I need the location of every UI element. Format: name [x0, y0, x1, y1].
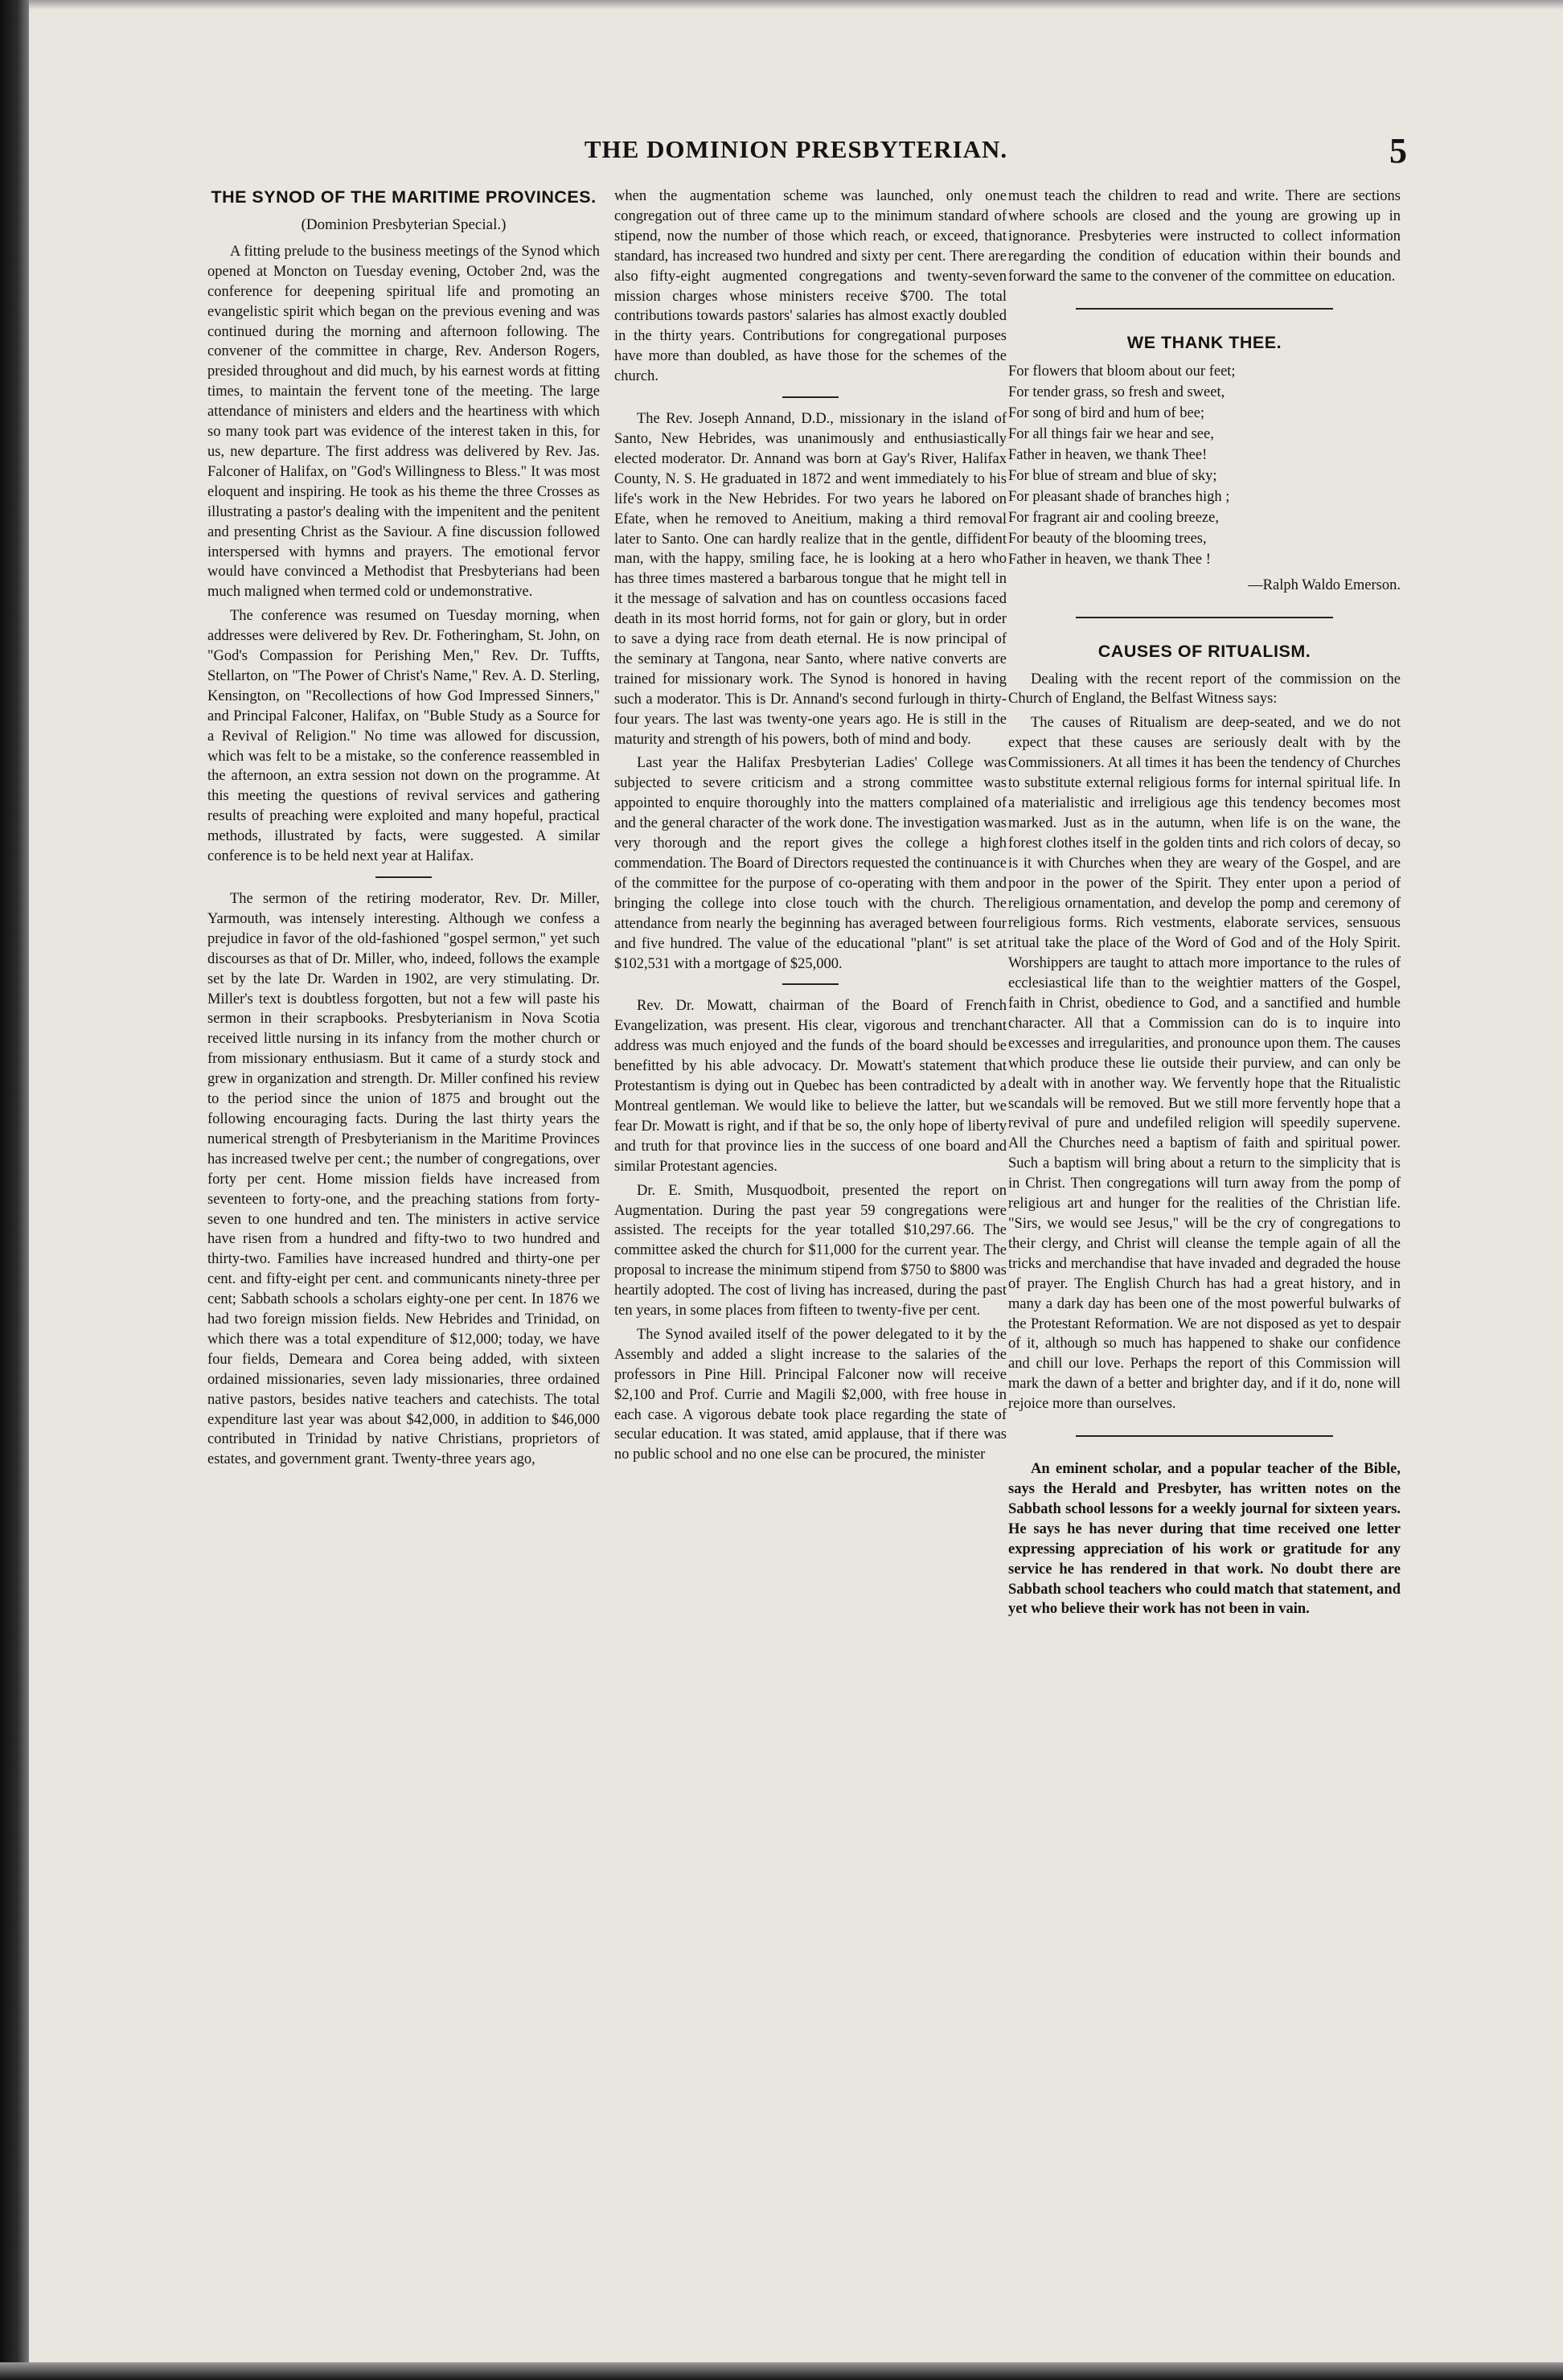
article-paragraph: The sermon of the retiring moderator, Rev. Dr. Miller, Yarmouth, was intensely interesting. Although we confess a prejudice in favor of the old-fashioned "gospel sermon," yet such discourses as that of Dr. Miller, who, indeed, follows the example set by the late Dr. Warden in 1902, are very stimulating. Dr. Miller's text is doubtless forgotten, but not a few will paste his sermon in their scrapbooks. Presbyterianism in Nova Scotia received little nursing in its infancy from the mother church or from missionary enthusiasm. But it came of a sturdy stock and grew in organization and strength. Dr. Miller confined his review to the period since the union of 1875 and brought out the following encouraging facts. During the last thirty years the numerical strength of Presbyterianism in the Maritime Provinces has increased twelve per cent.; the number of congregations, over forty per cent. Home mission fields have increased from seventeen to forty-one, and the preaching stations from forty-seven to one hundred and ten. The ministers in active service have risen from a hundred and fifty-two to two hundred and thirty-two. Families have increased hundred and thirty-one per cent. and fifty-eight per cent. and communicants ninety-three per cent; Sabbath schools a scholars eighty-one per cent. In 1876 we had two foreign mission fields. New Hebrides and Trinidad, on which there was a total expenditure of $12,000; today, we have four fields, Demeara and Corea being added, with sixteen ordained missionaries, seven lady missionaries, three ordained native pastors, besides native teachers and catechists. The total expenditure last year was about $42,000, in addition to $46,000 contributed in Trinidad by native Christians, proprietors of estates, and government grant. Twenty-three years ago,: [207, 891, 600, 1468]
scan-top-edge: [0, 0, 1563, 10]
poem-line: For tender grass, so fresh and sweet,: [1008, 384, 1225, 400]
article-paragraph: Last year the Halifax Presbyterian Ladies' College was subjected to severe criticism and a strong committee was appointed to enquire thoroughly into the matters complained of and the general character of the work done. The investigation was very thorough and the report gives the college a high commendation. The Board of Directors requested the continuance of the committee for the purpose of co-operating with them and bringing the college into close touch with the church. The attendance from nearly the beginning has averaged between four and five hundred. The value of the educational "plant" is set at $102,531 with a mortgage of $25,000.: [614, 755, 1007, 972]
article-paragraph: Dr. E. Smith, Musquodboit, presented the report on Augmentation. During the past year 59 congregations were assisted. The receipts for the year totalled $10,297.66. The committee asked the church for $11,000 for the current year. The proposal to increase the minimum stipend from $750 to $800 was heartily adopted. The cost of living has increased, during the past ten years, in some places from fifteen to twenty-five per cent.: [614, 1182, 1007, 1319]
scan-bottom-edge: [0, 2362, 1563, 2380]
section-divider: [375, 876, 432, 878]
ritualism-heading: CAUSES OF RITUALISM.: [1097, 641, 1311, 661]
article-paragraph: Dealing with the recent report of the commission on the Church of England, the Belfast Witness says:: [1008, 671, 1401, 708]
page-number: 5: [1389, 131, 1407, 170]
poem-line: For song of bird and hum of bee;: [1008, 404, 1205, 421]
poem-line: For flowers that bloom about our feet;: [1008, 363, 1236, 380]
section-divider: [782, 396, 839, 398]
poem-line: For pleasant shade of branches high ;: [1008, 488, 1230, 505]
column-2: [614, 187, 1007, 1469]
poem-line: For blue of stream and blue of sky;: [1008, 467, 1217, 484]
article-paragraph: The conference was resumed on Tuesday morning, when addresses were delivered by Rev. Dr. Fotheringham, St. John, on "God's Compassion for Perishing Men," Rev. Dr. Tuffts, Stellarton, on "The Power of Christ's Name," Rev. A. D. Sterling, Kensington, on "Recollections of how God Impressed Sinners," and Principal Falconer, Halifax, on "Buble Study as a Source for a Revival of Religion." No time was allowed for discussion, which was felt to be a mistake, so the conference reassembled in the afternoon, an extra session not down on the programme. At this meeting the questions of revival services and gathering results of preaching were exploited and many hopeful, practical methods, illustrated by facts, were suggested. A similar conference is to be held next year at Halifax.: [207, 608, 600, 865]
scan-left-edge: [0, 0, 29, 2380]
article-paragraph: must teach the children to read and write. There are sections where schools are closed and the young are growing up in ignorance. Presbyteries were instructed to collect information regarding the condition of education within their bounds and forward the same to the convener of the committee on education.: [1008, 188, 1401, 285]
poem-line: For beauty of the blooming trees,: [1008, 530, 1207, 547]
article-paragraph: An eminent scholar, and a popular teacher of the Bible, says the Herald and Presbyter, has written notes on the Sabbath school lessons for a weekly journal for sixteen years. He says he has never during that time received one letter expressing appreciation of his work or gratitude for any service he has rendered in that work. No doubt there are Sabbath school teachers who could match that statement, and yet who believe their work has not been in vain.: [1008, 1461, 1401, 1618]
synod-heading: THE SYNOD OF THE MARITIME PROVINCES.: [211, 187, 597, 207]
poem-line: Father in heaven, we thank Thee !: [1008, 551, 1211, 568]
poem-attribution: —Ralph Waldo Emerson.: [1248, 577, 1401, 593]
article-paragraph: The causes of Ritualism are deep-seated, and we do not expect that these causes are seriously dealt with by the Commissioners. At all times it has been the tendency of Churches to substitute external religious forms for internal spiritual life. In a materialistic and irreligious age this tendency becomes most marked. Just as in the autumn, when life is on the wane, the forest clothes itself in the golden tints and rich colors of decay, so is it with Churches when they are weary of the Gospel, and are poor in the power of the Spirit. They enter upon a period of religious ornamentation, and develop the pomp and ceremony of religious forms. Rich vestments, elaborate services, sensuous ritual take the place of the Word of God and of the Holy Spirit. Worshippers are taught to attach more importance to the rules of ecclesiastical life than to the weightier matters of the Gospel, faith in Christ, obedience to God, and a sanctified and humble character. All that a Commission can do is to inquire into excesses and irregularities, and pronounce upon them. The causes which produce these lie outside their purview, and can only be dealt with in another way. We fervently hope that the Ritualistic scandals will be removed. But we still more fervently hope that a revival of pure and undefiled religion will speedily supervene. All the Churches need a baptism of faith and spiritual power. Such a baptism will bring about a return to the simplicity that is in Christ. Then congregations will turn away from the pomp of religious art and hunger for the realities of the Christian life. "Sirs, we would see Jesus," will be the cry of congregations to their clergy, and Christ will cleanse the temple again of all the tricks and merchandise that have invaded and degraded the house of prayer. The English Church has had a great history, and in many a dark day has been one of the most powerful bulwarks of the Protestant Reformation. We are not disposed as yet to despair of it, although so much has happened to shake our confidence and chill our love. Perhaps the report of this Commission will mark the dawn of a better and brighter day, and if it do, none will rejoice more than ourselves.: [1008, 715, 1401, 1413]
section-divider: [1076, 1435, 1333, 1437]
poem-line: Father in heaven, we thank Thee!: [1008, 446, 1208, 463]
column-3: [1008, 187, 1401, 1623]
section-divider: [1076, 617, 1333, 618]
section-divider: [782, 983, 839, 985]
article-paragraph: The Rev. Joseph Annand, D.D., missionary in the island of Santo, New Hebrides, was unanimously and enthusiastically elected moderator. Dr. Annand was born at Gay's River, Halifax County, N. S. He graduated in 1872 and went immediately to his life's work in the New Hebrides. For two years he labored on Efate, when he removed to Aneitium, making a third removal later to Santo. One can hardly realize that in the gentle, diffident man, with the happy, smiling face, he is looking at a hero who has three times mastered a barbarous tongue that he might tell in it the message of salvation and has on countless occasions faced death in its most horrid forms, not for gain or glory, but in order to save a dying race from death eternal. He is now principal of the seminary at Tangona, near Santo, where native converts are trained for missionary work. The Synod is honored in having such a moderator. This is Dr. Annand's second furlough in thirty-four years. The last was twenty-one years ago. He is still in the maturity and strength of his powers, both of mind and body.: [614, 411, 1007, 748]
article-paragraph: The Synod availed itself of the power delegated to it by the Assembly and added a slight increase to the salaries of the professors in Pine Hill. Principal Falconer now will receive $2,100 and Prof. Currie and Magili $2,000, with free house in each case. A vigorous debate took place regarding the state of secular education. It was stated, amid applause, that if there was no public school and no one else can be procured, the minister: [614, 1326, 1007, 1463]
poem-heading: WE THANK THEE.: [1126, 332, 1282, 352]
poem: [1008, 361, 1401, 596]
synod-byline: (Dominion Presbyterian Special.): [301, 216, 507, 233]
section-divider: [1076, 308, 1333, 310]
article-paragraph: A fitting prelude to the business meetings of the Synod which opened at Moncton on Tuesday evening, October 2nd, was the conference for deepening spiritual life and promoting an evangelistic spirit which began on the previous evening and was continued during the morning and afternoon following. The convener of the committee in charge, Rev. Anderson Rogers, presided throughout and did much, by his earnest words at fitting times, to maintain the fervent tone of the meeting. The large attendance of ministers and elders and the heartiness with which so many took part was evidence of the interest taken in this, for us, new departure. The first address was delivered by Rev. Jas. Falconer of Halifax, on "God's Willingness to Bless." It was most eloquent and inspiring. He took as his theme the three Crosses as illustrating a pastor's dealing with the impenitent and the penitent and presenting Christ as the Saviour. A fine discussion followed interspersed with hymns and prayers. The emotional fervor would have convinced a Methodist that Presbyterians had been much maligned when termed cold or undemonstrative.: [207, 243, 600, 601]
running-title: THE DOMINION PRESBYTERIAN.: [584, 135, 1008, 163]
article-paragraph: Rev. Dr. Mowatt, chairman of the Board of French Evangelization, was present. His clear, vigorous and trenchant address was much enjoyed and the funds of the board should be benefitted by his able advocacy. Dr. Mowatt's statement that Protestantism is dying out in Quebec has been contradicted by a Montreal gentleman. We would like to believe the latter, but we fear Dr. Mowatt is right, and if that be so, the only hope of liberty and truth for that province lies in the success of one board and similar Protestant agencies.: [614, 998, 1007, 1175]
poem-line: For fragrant air and cooling breeze,: [1008, 509, 1219, 526]
page-header: [209, 131, 1407, 183]
article-paragraph: when the augmentation scheme was launched, only one congregation out of three came up to the minimum standard of stipend, now the number of those which reach, or exceed, that standard, has increased two hundred and sixty per cent. There are also fifty-eight augmented congregations and twenty-seven mission charges whose ministers receive $700. The total contributions towards pastors' salaries has almost exactly doubled in the thirty years. Contributions for congregational purposes have more than doubled, as have those for the schemes of the church.: [614, 188, 1007, 385]
column-1: [207, 187, 600, 1474]
poem-line: For all things fair we hear and see,: [1008, 425, 1214, 442]
